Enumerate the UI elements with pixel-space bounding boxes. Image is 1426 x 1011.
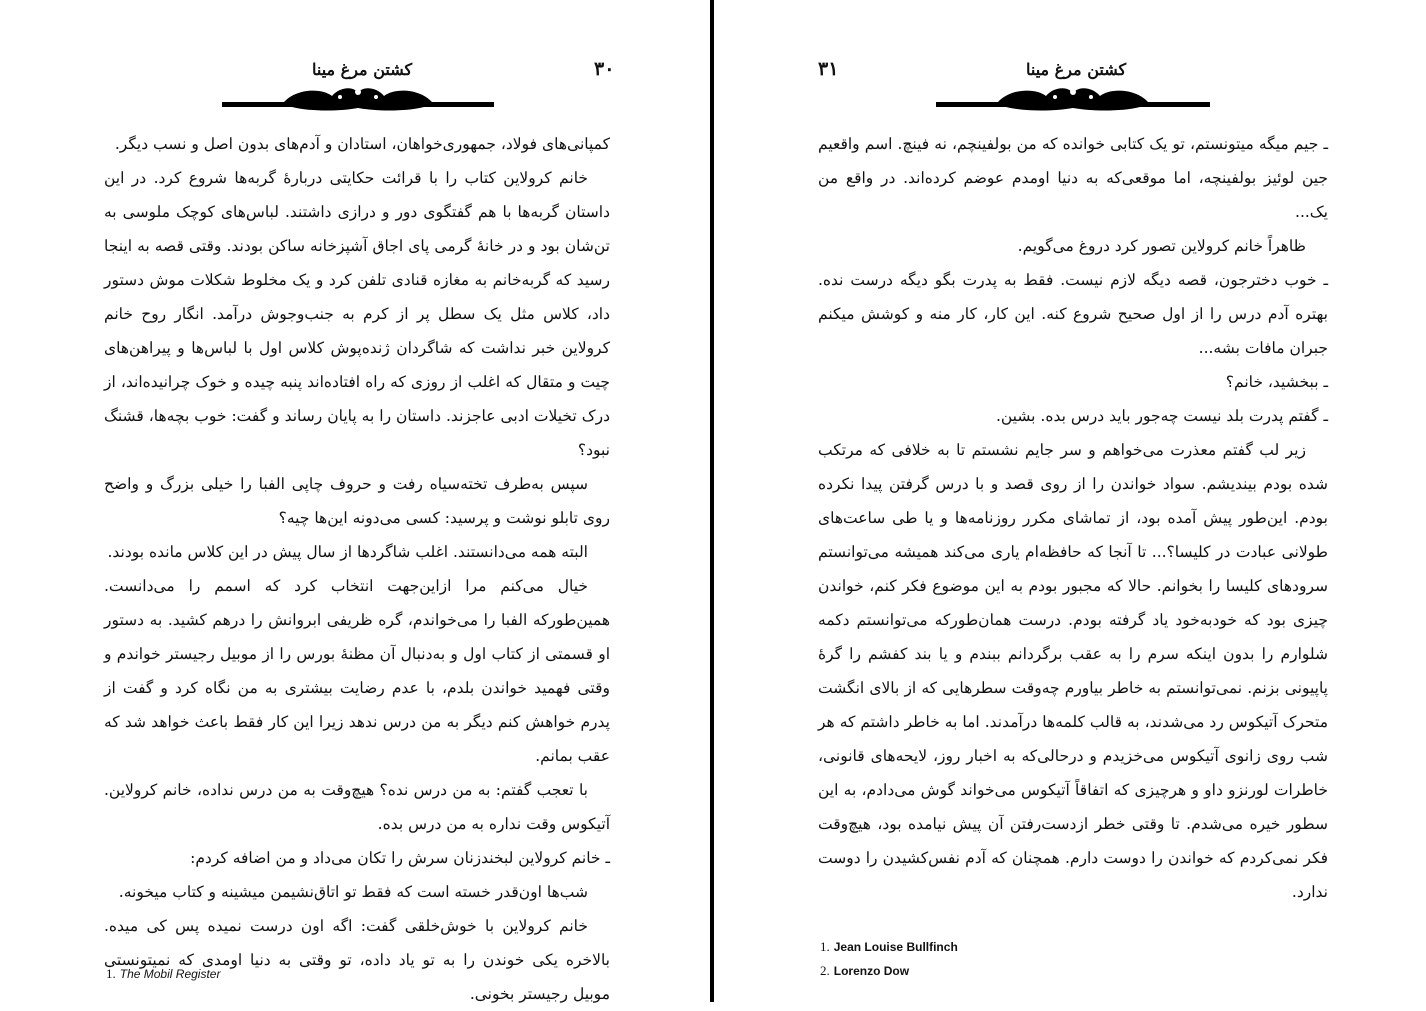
footnote <box>106 966 220 982</box>
right-page-title: کشتن مرغ مینا <box>1026 60 1127 79</box>
paragraph: با تعجب گفتم: به من درس نده؟ هیچ‌وقت به من درس نداده، خانم کرولاین. آتیکوس وقت نداره به من درس بده. <box>104 781 610 833</box>
footnote-number: 1. <box>106 966 116 981</box>
footnote-text: The Mobil Register <box>119 967 221 981</box>
paragraph: خانم کرولاین کتاب را با قرائت حکایتی دربارهٔ گربه‌ها شروع کرد. در این داستان گربه‌ها با هم گفتگوی دور و درازی داشتند. لباس‌های کوچک ملوسی به تن‌شان بود و در خانهٔ گرمی پای اجاق آشپزخانه ساکن بودند. وقتی قصه به اینجا رسید که گربه‌خانم به مغازه قنادی تلفن کرد و یک مخلوط شکلات موش دستور داد، کلاس مثل یک سطل پر از کرم به جنب‌وجوش درآمد. انگار روح خانم کرولاین خبر نداشت که شاگردان ژنده‌پوش کلاس اول با لباس‌ها و پیراهن‌های چیت و متقال که اغلب از روزی که راه افتاده‌اند پنبه چیده و خوک چرانیده‌اند، از درک تخیلات ادبی عاجزند. داستان را به پایان رساند و گفت: خوب بچه‌ها، قشنگ نبود؟ <box>104 169 610 459</box>
paragraph: ـ گفتم پدرت بلد نیست چه‌جور باید درس بده. بشین. <box>995 407 1328 425</box>
paragraph: کمپانی‌های فولاد، جمهوری‌خواهان، استادان و آدم‌های بدون اصل و نسب دیگر. <box>114 135 610 153</box>
footnote-text: Lorenzo Dow <box>833 964 910 978</box>
left-page <box>0 0 710 1002</box>
footnote-text: Jean Louise Bullfinch <box>833 940 958 954</box>
paragraph: ظاهراً خانم کرولاین تصور کرد دروغ می‌گویم. <box>1017 237 1306 255</box>
paragraph: شب‌ها اون‌قدر خسته است که فقط تو اتاق‌نشیمن میشینه و کتاب میخونه. <box>118 883 588 901</box>
header-ornament-icon <box>222 84 494 112</box>
paragraph: سپس به‌طرف تخته‌سیاه رفت و حروف چاپی الفبا را خیلی بزرگ و واضح روی تابلو نوشت و پرسید: کسی می‌دونه این‌ها چیه؟ <box>104 475 610 527</box>
header-ornament-icon <box>936 84 1210 112</box>
right-page <box>714 0 1426 1002</box>
footnote <box>820 963 909 979</box>
paragraph: خانم کرولاین با خوش‌خلقی گفت: اگه اون درست نمیده پس کی میده. بالاخره یکی خوندن را به تو یاد داده، تو وقتی به دنیا اومدی که نمیتونستی موبیل رجیستر بخونی. <box>104 917 610 1003</box>
footnote-number: 2. <box>820 963 830 978</box>
paragraph: البته همه می‌دانستند. اغلب شاگردها از سال پیش در این کلاس مانده بودند. <box>107 543 588 561</box>
paragraph: ـ جیم میگه میتونستم، تو یک کتابی خوانده که من بولفینچم، نه فینچ. اسم واقعیم جین لوئیز بولفینچه، اما موقعی‌که به دنیا اومدم عوضم کرده‌اند. در واقع من یک... <box>818 135 1328 221</box>
paragraph: ـ خانم کرولاین لبخندزنان سرش را تکان می‌داد و من اضافه کردم: <box>190 849 610 867</box>
right-page-body <box>818 127 1328 909</box>
paragraph: زیر لب گفتم معذرت می‌خواهم و سر جایم نشستم تا به خلافی که مرتکب شده بودم بیندیشم. سواد خواندن را از روی قصد و با درس گرفتن پیدا نکرده بودم. این‌طور پیش آمده بود، از تماشای مکرر روزنامه‌ها و یا طی ساعت‌های طولانی عبادت در کلیسا؟... تا آنجا که حافظه‌ام یاری می‌کند همیشه می‌توانستم سرودهای کلیسا را بخوانم. حالا که مجبور بودم به این موضوع فکر کنم، خواندن چیزی بود که خودبه‌خود یاد گرفته بودم. درست همان‌طورکه می‌توانستم دکمه شلوارم را بدون اینکه سرم را به عقب برگردانم ببندم و یا بند کفشم را گرهٔ پاپیونی بزنم. نمی‌توانستم به خاطر بیاورم چه‌وقت سطرهایی که از بالای انگشت متحرک آتیکوس رد می‌شدند، به قالب کلمه‌ها درآمدند. اما به خاطر داشتم که هر شب روی زانوی آتیکوس می‌خزیدم و درحالی‌که به اخبار روز، لایحه‌های قانونی، خاطرات لورنزو داو و هرچیزی که اتفاقاً آتیکوس می‌خواند گوش می‌دادم، به این سطور خیره می‌شدم. تا وقتی خطر ازدست‌رفتن آن پیش نیامده بود، هیچ‌وقت فکر نمی‌کردم که خواندن را دوست دارم. همچنان که آدم نفس‌کشیدن را دوست ندارد. <box>818 441 1328 901</box>
paragraph: خیال می‌کنم مرا ازاین‌جهت انتخاب کرد که اسمم را می‌دانست. همین‌طورکه الفبا را می‌خواندم، گره ظریفی ابروانش را درهم کشید. به دستور او قسمتی از کتاب اول و به‌دنبال آن مظنهٔ بورس را از موبیل رجیستر خواندم و وقتی فهمید خواندن بلدم، با عدم رضایت بیشتری به من نگاه کرد و گفت از پدرم خواهش کنم دیگر به من درس ندهد زیرا این کار فقط باعث خواهد شد که عقب بمانم. <box>104 577 611 765</box>
footnote-number: 1. <box>820 939 830 954</box>
left-page-number: ۳۰ <box>594 58 615 80</box>
footnote <box>820 939 958 955</box>
left-page-body <box>104 127 610 1011</box>
paragraph: ـ ببخشید، خانم؟ <box>1225 373 1328 391</box>
paragraph: ـ خوب دخترجون، قصه دیگه لازم نیست. فقط به پدرت بگو دیگه درست نده. بهتره آدم درس را از اول صحیح شروع کنه. این کار، کار منه و کوشش میکنم جبران مافات بشه... <box>818 271 1328 357</box>
right-page-number: ۳۱ <box>818 58 839 80</box>
left-page-title: کشتن مرغ مینا <box>312 60 413 79</box>
